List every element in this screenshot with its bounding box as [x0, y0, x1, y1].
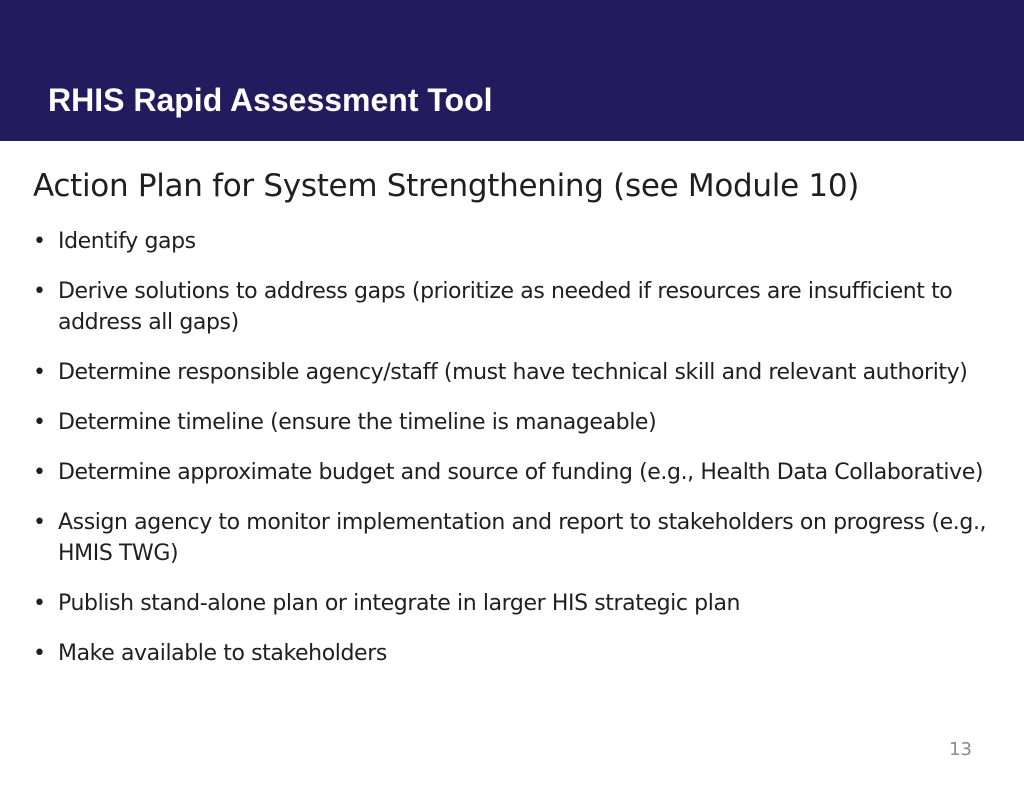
bullet-item [33, 407, 993, 438]
slide-subtitle: Action Plan for System Strengthening (see Module 10) [33, 168, 860, 204]
bullet-item [33, 457, 993, 488]
bullet-text: Identify gaps [58, 229, 196, 254]
bullet-dot-icon: • [33, 591, 46, 616]
bullet-dot-icon: • [33, 360, 46, 385]
bullet-dot-icon: • [33, 460, 46, 485]
bullet-dot-icon: • [33, 410, 46, 435]
bullet-text: Determine timeline (ensure the timeline is manageable) [58, 410, 657, 435]
bullet-item [33, 588, 993, 619]
bullet-list [33, 226, 993, 688]
bullet-text: Determine approximate budget and source of funding (e.g., Health Data Collaborative) [58, 460, 984, 485]
bullet-text: Publish stand-alone plan or integrate in larger HIS strategic plan [58, 591, 741, 616]
bullet-text: Derive solutions to address gaps (prioritize as needed if resources are insufficient to address all gaps) [58, 279, 953, 335]
bullet-text: Assign agency to monitor implementation and report to stakeholders on progress (e.g., HMIS TWG) [58, 510, 987, 566]
bullet-dot-icon: • [33, 510, 46, 535]
slide-title: RHIS Rapid Assessment Tool [48, 82, 493, 118]
bullet-item [33, 357, 993, 388]
bullet-dot-icon: • [33, 641, 46, 666]
bullet-dot-icon: • [33, 229, 46, 254]
bullet-item [33, 226, 993, 257]
bullet-item [33, 276, 993, 338]
bullet-item [33, 638, 993, 669]
title-banner [0, 0, 1024, 141]
bullet-text: Determine responsible agency/staff (must have technical skill and relevant authority) [58, 360, 968, 385]
bullet-dot-icon: • [33, 279, 46, 304]
page-number: 13 [949, 739, 972, 760]
bullet-text: Make available to stakeholders [58, 641, 387, 666]
bullet-item [33, 507, 993, 569]
